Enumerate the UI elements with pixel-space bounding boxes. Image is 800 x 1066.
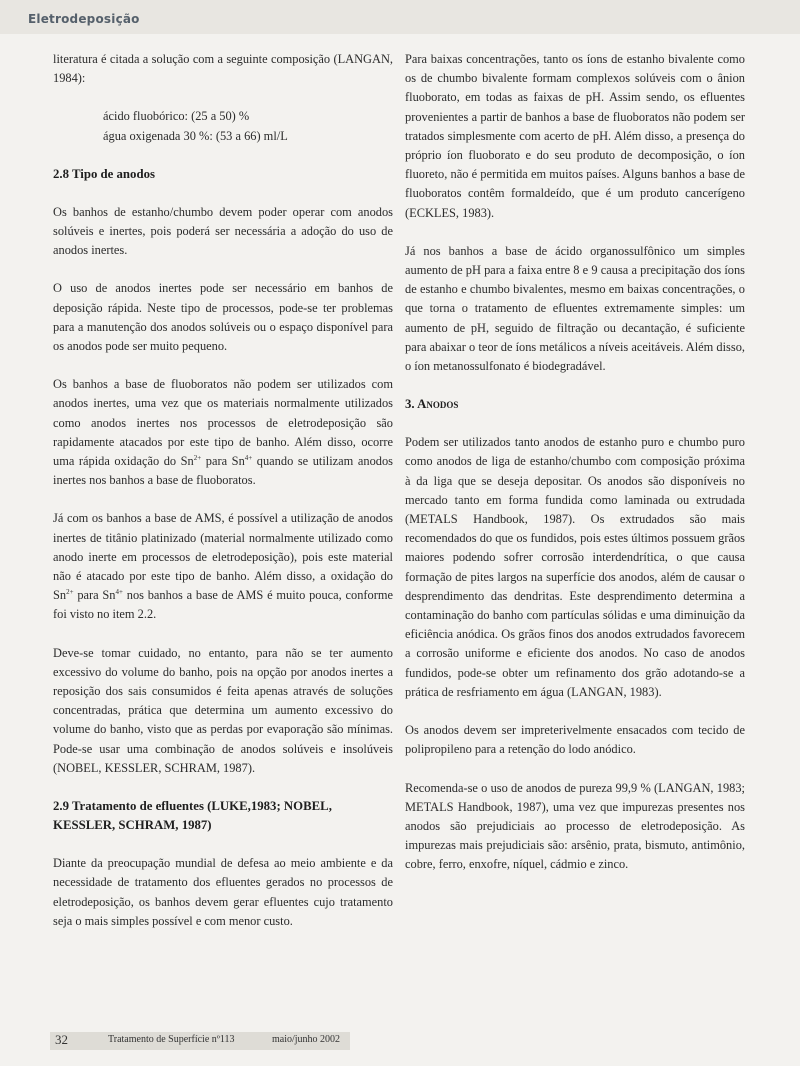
issue-date: maio/junho 2002 <box>272 1034 341 1045</box>
paragraph: Diante da preocupação mundial de defesa ao meio ambiente e da necessidade de tratamento dos efluentes gerados no processos de eletrodeposição, os banhos devem gerar efluentes cujo tratamento seja o mais simples possível e com menor custo. <box>53 856 393 928</box>
text-run: Já com os banhos a base de AMS, é possível a utilização de anodos inertes de titânio platinizado (material normalmente utilizado como anodo inerte em processos de eletrodeposição), pois este material não é atacado por este tipo de banho. Além disso, a oxidação do Sn <box>53 511 393 603</box>
journal-name: Tratamento de Superfície nº113 <box>108 1034 235 1045</box>
page-number: 32 <box>55 1032 68 1047</box>
left-column <box>53 50 393 931</box>
paragraph: Os banhos de estanho/chumbo devem poder operar com anodos solúveis e inertes, pois poderá ser necessária a adoção do uso de anodos inertes. <box>53 204 393 258</box>
formula-line: ácido fluobórico: (25 a 50) % <box>103 109 250 124</box>
paragraph: Para baixas concentrações, tanto os íons de estanho bivalente como os de chumbo bivalente formam complexos solúveis com o ânion fluoborato, em todas as faixas de pH. Assim sendo, os efluentes provenientes a partir de banhos a base de fluoboratos não podem ser tratados simplesmente com acerto de pH. Além disso, a presença do próprio íon fluoborato e do seu produto de decomposição, o íon fluoreto, não é permitida em muitos países. Alguns banhos a base de fluoboratos contêm formaldeído, que é um produto cancerígeno (ECKLES, 1983). <box>405 52 745 220</box>
section-title: Eletrodeposição <box>28 12 140 26</box>
paragraph: Deve-se tomar cuidado, no entanto, para não se ter aumento excessivo do volume do banho, pois na opção por anodos inertes a reposição dos sais consumidos é feita apenas através de soluções concentradas, prática que determina um aumento excessivo do volume do banho, visto que as perdas por evaporação são mínimas. Pode-se usar uma combinação de anodos solúveis e insolúveis (NOBEL, KESSLER, SCHRAM, 1987). <box>53 645 393 775</box>
paragraph: Recomenda-se o uso de anodos de pureza 99,9 % (LANGAN, 1983; METALS Handbook, 1987), uma vez que impurezas presentes nos anodos são prejudiciais ao processo de eletrodeposição. As impurezas mais prejudiciais são: arsênio, prata, bismuto, antimônio, cobre, ferro, enxofre, níquel, cádmio e zinco. <box>405 780 745 872</box>
running-header <box>0 0 800 34</box>
paragraph: O uso de anodos inertes pode ser necessário em banhos de deposição rápida. Neste tipo de processos, pode-se ter problemas para a manutenção dos anodos solúveis ou o espaço disponível para os anodos pode ser muito pequeno. <box>53 281 393 354</box>
right-column <box>405 50 745 875</box>
paragraph <box>53 509 393 624</box>
superscript: 4+ <box>244 453 253 462</box>
section-heading: 2.9 Tratamento de efluentes (LUKE,1983; NOBEL, KESSLER, SCHRAM, 1987) <box>53 799 332 833</box>
paragraph: Os anodos devem ser impreterivelmente ensacados com tecido de polipropileno para a retenção do lodo anódico. <box>405 723 745 757</box>
text-run: nos banhos a base de AMS é muito pouca, conforme foi visto no item 2.2. <box>53 588 393 622</box>
text-run: para Sn <box>73 588 116 603</box>
text-run: para Sn <box>201 454 245 469</box>
paragraph: Podem ser utilizados tanto anodos de estanho puro e chumbo puro como anodos de liga de estanho/chumbo com composição próxima à da liga que se deseja depositar. Os anodos são disponíveis no mercado tanto em forma fundida como laminada ou extrudada (METALS Handbook, 1987). Os extrudados são mais recomendados do que os fundidos, pois estes últimos possuem grãos maiores podendo sofrer corrosão interdendrítica, o que causa formação de pites largos na superfície dos anodos, além de causar o desprendimento das dendritas. Este desprendimento determina a contaminação do banho com partículas sólidas e uma diminuição da eficiência anódica. Os grãos finos dos anodos extrudados favorecem a corrosão uniforme e eficiente dos anodos. No caso de anodos fundidos, pode-se obter um refinamento dos grão adotando-se a prática de resfriamento em água (LANGAN, 1983). <box>405 435 745 699</box>
superscript: 2+ <box>193 453 202 462</box>
superscript: 4+ <box>115 588 123 597</box>
text-run: quando se utilizam anodos inertes nos banhos a base de fluoboratos. <box>53 454 393 488</box>
formula-line: água oxigenada 30 %: (53 a 66) ml/L <box>103 128 288 143</box>
text-run: Os banhos a base de fluoboratos não podem ser utilizados com anodos inertes, uma vez que os materiais normalmente utilizados como anodos inertes nos processos de eletrodeposição são rapidamente atacados por este tipo de banho. Além disso, ocorre uma rápida oxidação do Sn <box>53 377 393 469</box>
paragraph: literatura é citada a solução com a seguinte composição (LANGAN, 1984): <box>53 52 393 86</box>
section-heading: 3. Anodos <box>405 397 459 412</box>
paragraph <box>53 375 393 490</box>
section-heading: 2.8 Tipo de anodos <box>53 166 155 181</box>
page-footer <box>0 1028 800 1066</box>
paragraph: Já nos banhos a base de ácido organossulfônico um simples aumento de pH para a faixa entre 8 e 9 causa a precipitação dos íons de estanho e chumbo bivalentes, mesmo em baixas concentrações, o que torna o tratamento de efluentes extremamente simples: um aumento de pH, seguido de filtração ou decantação, é suficiente para abaixar o teor de íons metálicos a níveis aceitáveis. Além disso, o íon metanossulfonato é biodegradável. <box>405 243 745 374</box>
superscript: 2+ <box>66 588 74 597</box>
